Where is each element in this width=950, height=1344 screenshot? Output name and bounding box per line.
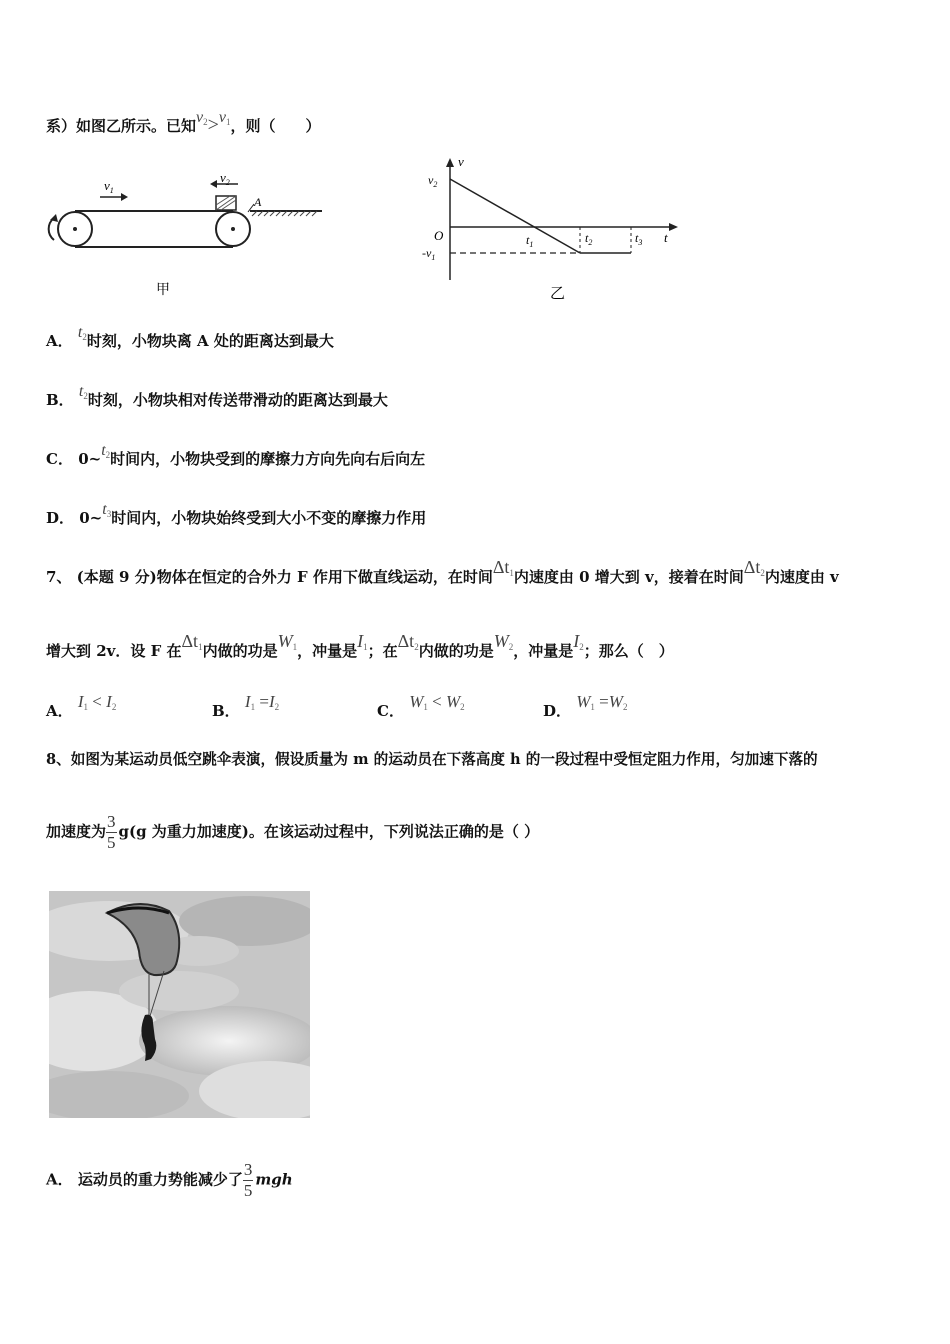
q7-option-d: D． $W_1 =W_2$ [543,692,628,720]
v-axis-label: v [458,154,464,169]
q7-option-c: C． $W_1 < W_2$ [377,692,465,720]
q6-option-b: B． $t_2$时刻，小物块相对传送带滑动的距离达到最大 [46,383,388,409]
neg-v1-tick-label: $-v_1$ [422,246,436,262]
v2-label: $v_2$ [220,170,230,187]
q6-intro-suffix: ，则（ ） [230,117,321,135]
q8-line-1: 8、如图为某运动员低空跳伞表演，假设质量为 m 的运动员在下落高度 h 的一段过程中受恒定阻力作用，匀加速下落的 [46,751,818,768]
q6-option-c: C． $0\sim t_2$时间内，小物块受到的摩擦力方向先向右后向左 [46,442,426,468]
paraglider-photo [49,891,310,1118]
q6-option-a: A． $t_2$时刻，小物块离 A 处的距离达到最大 [46,324,334,350]
point-a-label: A [254,195,262,209]
t3-label: $t_3$ [635,231,643,247]
q6-intro-prefix: 系）如图乙所示。已知 [46,117,197,135]
t-axis-label: t [664,230,668,245]
t1-label: $t_1$ [526,233,534,249]
q8-line-2: 加速度为 $\frac{3}{5}$ g(g 为重力加速度)。在该运动过程中，下列说法正确的是（ ） [46,812,540,852]
origin-label: O [434,228,444,243]
q7-option-b: B． $I_1 =I_2$ [212,692,280,720]
q7-option-a: A． $I_1 < I_2$ [46,692,117,720]
rotation-arrow-icon [49,218,54,240]
v2-tick-label: $v_2$ [428,173,438,189]
q8-option-a: A． 运动员的重力势能减少了 $\frac{3}{5}$ mgh [46,1160,293,1200]
q6-intro-v2: $v_2$ [196,109,208,127]
q8-option-a-fraction: $\frac{3}{5}$ [243,1160,253,1200]
q7-line-2: 增大到 2v．设 F 在$\Delta t_1$内做的功是$W_1$，冲量是$I_1$；在$\Delta t_2$内做的功是$W_2$，冲量是$I_2$；那么（ ） [46,631,674,660]
q6-intro-line [46,109,321,137]
q6-intro-v1: $v_1$ [218,109,231,127]
figure-vt-graph [418,152,688,307]
t2-label: $t_2$ [585,231,593,247]
q6-option-d: D． $0\sim t_3$时间内，小物块始终受到大小不变的摩擦力作用 [46,501,427,527]
figure-a-caption: 甲 [156,283,170,298]
q6-intro-gt: > [207,114,219,136]
velocity-line [450,179,580,253]
q8-fraction: $\frac{3}{5}$ [107,812,116,852]
v1-label: $v_1$ [104,178,114,195]
figure-conveyor-belt [40,160,330,310]
figure-b-caption: 乙 [550,286,566,302]
q7-line-1: 7、 (本题 9 分)物体在恒定的合外力 F 作用下做直线运动，在时间$\Delta t_1$内速度由 0 增大到 v，接着在时间$\Delta t_2$内速度由 v [46,557,839,586]
